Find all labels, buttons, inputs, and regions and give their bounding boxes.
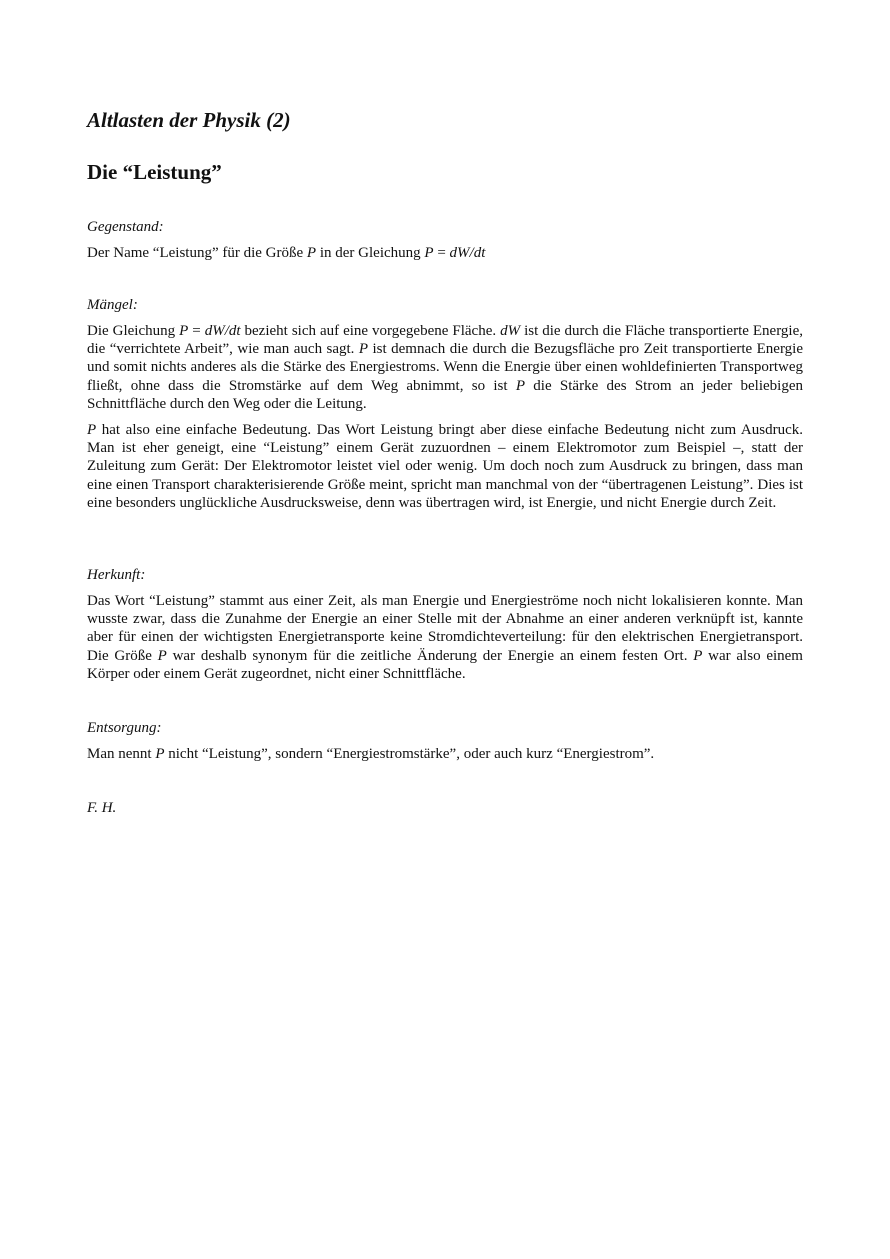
- section-maengel: [87, 296, 803, 520]
- section-heading-herkunft: Herkunft:: [87, 567, 146, 583]
- paragraph: Der Name “Leistung” für die Größe P in der Gleichung P = dW/dt: [87, 245, 486, 261]
- section-heading-gegenstand: Gegenstand:: [87, 219, 164, 235]
- section-heading-maengel: Mängel:: [87, 297, 138, 313]
- series-title: Altlasten der Physik (2): [87, 108, 291, 132]
- paragraph: Man nennt P nicht “Leistung”, sondern “Energiestromstärke”, oder auch kurz “Energiestrom”.: [87, 746, 655, 762]
- paragraph: Die Gleichung P = dW/dt bezieht sich auf eine vorgegebene Fläche. dW ist die durch die Fläche transportierte Energie, die “verrichtete Arbeit”, wie man auch sagt. P ist demnach die durch die Bezugsfläche pro Zeit transportierte Energie und somit nichts anderes als die Stärke des Energiestroms. Wenn die Energie über einen wohldefinierten Transportweg fließt, ohne dass die Stromstärke auf dem Weg abnimmt, so ist P die Stärke des Strom an jeder beliebigen Schnittfläche durch den Weg oder die Leitung.: [87, 323, 804, 412]
- article-title: Die “Leistung”: [87, 160, 222, 184]
- paragraph: Das Wort “Leistung” stammt aus einer Zeit, als man Energie und Energieströme noch nicht lokalisieren konnte. Man wusste zwar, dass die Zunahme der Energie an einer Stelle mit der Abnahme an einer anderen verknüpft ist, kannte aber für einen der wichtigsten Energietransporte keine Stromdichteverteilung: für den elektrischen Energietransport. Die Größe P war deshalb synonym für die zeitliche Änderung der Energie an einem festen Ort. P war also einem Körper oder einem Gerät zugeordnet, nicht einer Schnittfläche.: [87, 593, 803, 682]
- section-herkunft: [87, 566, 803, 691]
- section-gegenstand: [87, 218, 803, 270]
- paragraph: P hat also eine einfache Bedeutung. Das Wort Leistung bringt aber diese einfache Bedeutung nicht zum Ausdruck. Man ist eher geneigt, eine “Leistung” einem Gerät zuzuordnen – einem Elektromotor zum Beispiel –, statt der Zuleitung zum Gerät: Der Elektromotor leistet viel oder wenig. Um doch noch zum Ausdruck zu bringen, dass man eine einen Transport charakterisierende Größe meint, spricht man manchmal von der “übertragenen Leistung”. Dies ist eine besonders unglückliche Ausdrucksweise, denn was übertragen wird, ist Energie, und nicht Energie durch Zeit.: [87, 422, 803, 511]
- section-entsorgung: [87, 719, 803, 771]
- section-heading-entsorgung: Entsorgung:: [87, 720, 162, 736]
- author-signature: F. H.: [87, 800, 117, 816]
